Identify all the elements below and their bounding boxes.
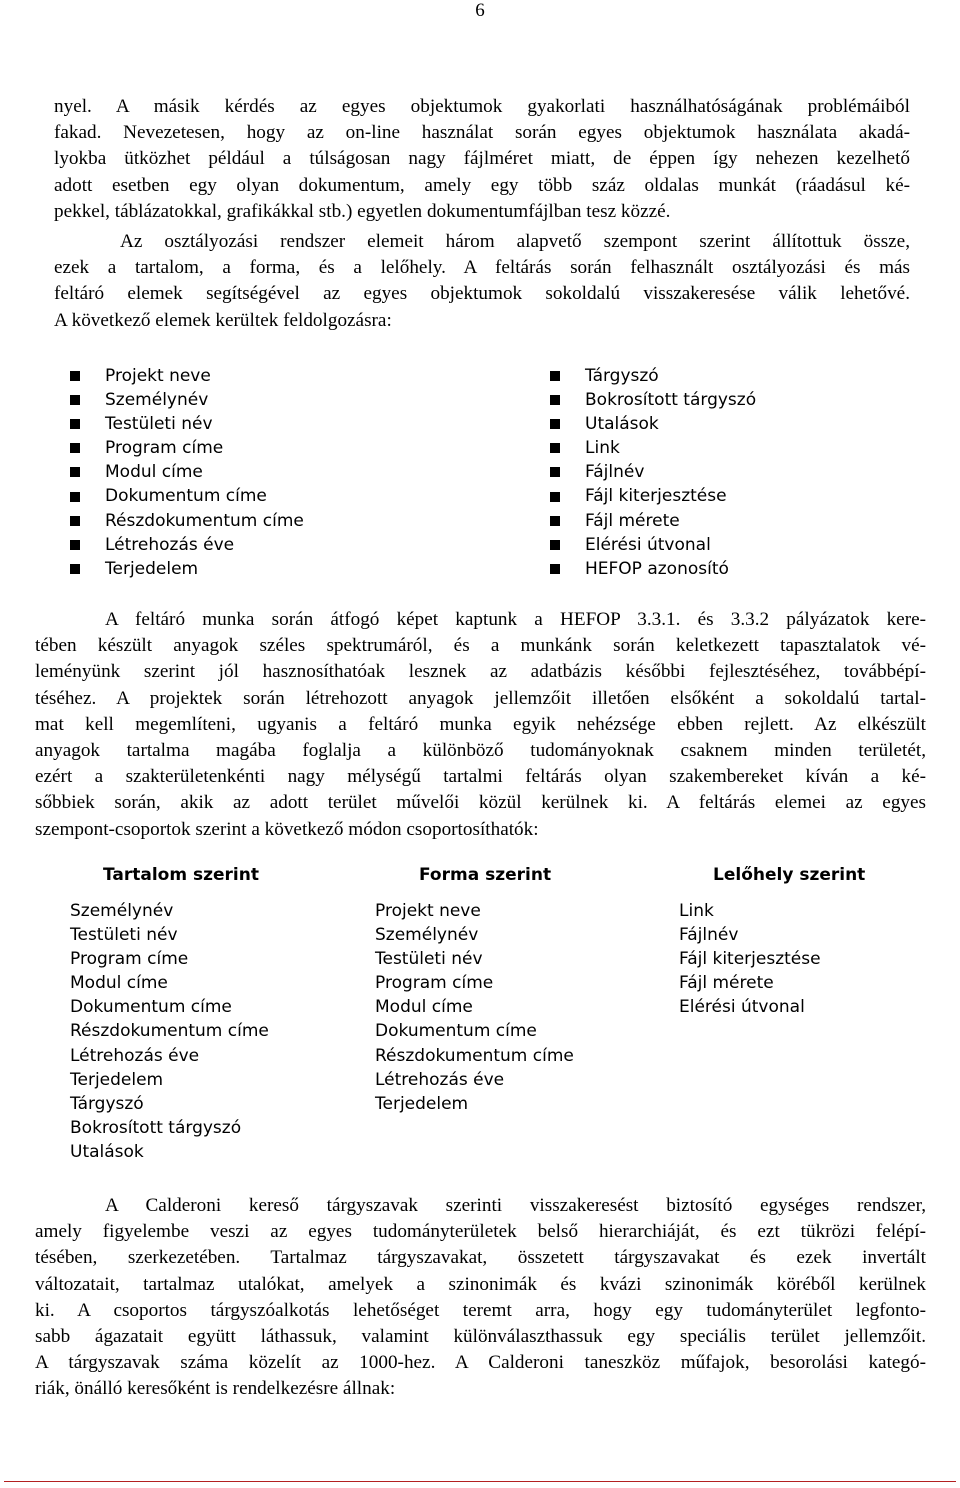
list-item: Modul címe — [70, 973, 168, 994]
square-bullet-icon — [550, 395, 560, 405]
square-bullet-icon — [70, 540, 80, 550]
list-item — [550, 484, 756, 508]
paragraph-line: pekkel, táblázatokkal, grafikákkal stb.) egyetlen dokumentumfájlban tesz közzé. — [54, 200, 671, 222]
list-item: Projekt neve — [375, 901, 481, 921]
list-item — [70, 436, 304, 460]
square-bullet-icon — [70, 564, 80, 574]
list-item-label: Link — [585, 438, 620, 459]
paragraph-line: A következő elemek kerültek feldolgozásra: — [54, 309, 392, 331]
list-item: Fájlnév — [679, 925, 739, 946]
list-item: Létrehozás éve — [375, 1069, 505, 1090]
list-item-label: Dokumentum címe — [105, 486, 267, 507]
list-item: Részdokumentum címe — [70, 1021, 269, 1042]
list-item: Fájl mérete — [679, 973, 774, 994]
paragraph-line: ki. A csoportos tárgyszóalkotás lehetőséget teremt arra, hogy egy tudományterület legfonto- — [35, 1299, 926, 1321]
square-bullet-icon — [550, 419, 560, 429]
list-item: Testületi név — [70, 925, 178, 946]
list-item: Terjedelem — [70, 1069, 164, 1090]
list-item-label: HEFOP azonosító — [585, 558, 729, 579]
paragraph-line: adott esetben egy olyan dokumentum, amely egy több száz oldalas munkát (ráadásul ké- — [54, 174, 910, 196]
list-item — [550, 460, 756, 484]
list-item: Létrehozás éve — [70, 1045, 200, 1066]
column-title-content: Tartalom szerint — [103, 865, 259, 885]
column-list-location — [679, 899, 821, 1019]
list-item-label: Fájl mérete — [585, 510, 680, 531]
paragraph-line: szempont-csoportok szerint a következő módon csoportosíthatók: — [35, 818, 539, 840]
list-item — [550, 509, 756, 533]
paragraph-line: sőbbiek során, akik az adott terület művelői közül kerülnek ki. A feltárás elemei az egyes — [35, 792, 926, 814]
paragraph-line: Az osztályozási rendszer elemeit három alapvető szempont szerint állítottuk össze, — [120, 231, 910, 252]
paragraph-line: leményünk szerint jól hasznosíthatóak lesznek az adatbázis későbbi fejlesztéséhez, továbbépí- — [35, 661, 926, 683]
list-item: Dokumentum címe — [70, 997, 232, 1018]
paragraph-line: mat kell megemlíteni, ugyanis a feltáró munka egyik nehézsége ebben rejlett. Az elkészült — [35, 713, 926, 735]
list-item: Program címe — [70, 949, 189, 970]
square-bullet-icon — [550, 516, 560, 526]
list-item — [70, 484, 304, 508]
square-bullet-icon — [550, 564, 560, 574]
list-item — [550, 436, 756, 460]
paragraph-line: téséhez. A projektek során létrehozott anyagok jellemzőit illetően elsőként a sokoldalú tartal- — [35, 687, 926, 709]
column-title-form: Forma szerint — [419, 865, 552, 885]
paragraph-line: sabb ágazatait együtt láthassuk, valamint különválaszthassuk egy speciális terület jellemzőit. — [35, 1326, 926, 1348]
list-item — [70, 412, 304, 436]
footer-rule — [4, 1481, 956, 1482]
calderoni-paragraph — [35, 1193, 926, 1403]
paragraph-line: feltáró elemek segítségével az egyes objektumok sokoldalú visszakeresése válik lehetővé. — [54, 283, 910, 305]
list-item: Bokrosított tárgyszó — [70, 1117, 242, 1138]
overview-paragraph — [35, 607, 926, 843]
paragraph-line: riák, önálló keresőként is rendelkezésre állnak: — [35, 1378, 396, 1400]
list-item-label: Program címe — [105, 438, 224, 459]
paragraph-line: A Calderoni kereső tárgyszavak szerinti visszakeresést biztosító egységes rendszer, — [105, 1195, 926, 1216]
list-item-label: Projekt neve — [105, 366, 211, 386]
list-item-label: Fájl kiterjesztése — [585, 486, 727, 507]
list-item: Személynév — [375, 925, 479, 946]
list-item — [70, 509, 304, 533]
list-item-label: Fájlnév — [585, 462, 645, 483]
paragraph-line: A tárgyszavak száma közelít az 1000-hez. A Calderoni taneszköz műfajok, besorolási kategó- — [35, 1352, 926, 1374]
list-item-label: Létrehozás éve — [105, 534, 235, 555]
square-bullet-icon — [550, 540, 560, 550]
list-item — [550, 533, 756, 557]
list-item: Tárgyszó — [70, 1093, 144, 1114]
list-item — [70, 460, 304, 484]
square-bullet-icon — [70, 443, 80, 453]
list-item: Program címe — [375, 973, 494, 994]
bullet-list-left — [70, 364, 304, 581]
paragraph-line: nyel. A másik kérdés az egyes objektumok gyakorlati használhatóságának problémáiból — [54, 96, 910, 117]
square-bullet-icon — [70, 516, 80, 526]
intro-paragraph — [54, 94, 910, 225]
square-bullet-icon — [550, 492, 560, 502]
paragraph-line: fakad. Nevezetesen, hogy az on-line használat során egyes objektumok használata akadá- — [54, 122, 910, 144]
square-bullet-icon — [70, 467, 80, 477]
list-item-label: Tárgyszó — [585, 366, 659, 386]
square-bullet-icon — [70, 492, 80, 502]
column-list-content — [70, 899, 269, 1164]
list-item: Személynév — [70, 901, 174, 921]
list-item: Részdokumentum címe — [375, 1045, 574, 1066]
square-bullet-icon — [550, 443, 560, 453]
list-item-label: Személynév — [105, 390, 209, 411]
list-item: Modul címe — [375, 997, 473, 1018]
list-item: Elérési útvonal — [679, 997, 805, 1018]
paragraph-line: változatait, tartalmaz utalókat, amelyek a szinonimák és kvázi szinonimák köréből kerülnek — [35, 1273, 926, 1295]
paragraph-line: ezért a szakterületenkénti nagy mélységű tartalmi feltárás olyan szakembereket kíván a ké- — [35, 766, 926, 788]
square-bullet-icon — [70, 419, 80, 429]
square-bullet-icon — [550, 371, 560, 381]
column-title-location: Lelőhely szerint — [713, 865, 866, 885]
paragraph-line: A feltáró munka során átfogó képet kaptunk a HEFOP 3.3.1. és 3.3.2 pályázatok kere- — [105, 609, 926, 630]
list-item — [70, 388, 304, 412]
list-item-label: Részdokumentum címe — [105, 510, 304, 531]
paragraph-line: tében készült anyagok széles spektrumáról, és a munkánk során keletkezett tapasztalatok vé- — [35, 635, 926, 657]
list-item-label: Testületi név — [105, 414, 213, 435]
list-item-label: Utalások — [585, 414, 659, 435]
list-item — [70, 533, 304, 557]
paragraph-line: lyokba ütközhet például a túlságosan nagy fájlméret miatt, de éppen így nehezen kezelhető — [54, 148, 910, 170]
list-item — [70, 557, 304, 581]
column-list-form — [375, 899, 574, 1116]
list-item: Utalások — [70, 1141, 144, 1162]
list-item — [550, 412, 756, 436]
list-item-label: Elérési útvonal — [585, 534, 711, 555]
classification-paragraph — [54, 229, 910, 334]
list-item — [550, 364, 756, 388]
paragraph-line: anyagok tartalma magába foglalja a különböző tudományoknak csaknem minden területét, — [35, 740, 926, 762]
list-item — [550, 557, 756, 581]
list-item — [550, 388, 756, 412]
paragraph-line: tésében, szerkezetében. Tartalmaz tárgyszavakat, összetett tárgyszavakat és ezek invertált — [35, 1247, 926, 1269]
list-item — [70, 364, 304, 388]
square-bullet-icon — [550, 467, 560, 477]
paragraph-line: amely figyelembe veszi az egyes tudományterületek belső hierarchiáját, és ezt tükrözi felépí- — [35, 1221, 926, 1243]
list-item: Testületi név — [375, 949, 483, 970]
list-item: Dokumentum címe — [375, 1021, 537, 1042]
list-item-label: Bokrosított tárgyszó — [585, 390, 757, 411]
list-item-label: Modul címe — [105, 462, 203, 483]
list-item: Link — [679, 901, 714, 921]
page-number: 6 — [475, 0, 485, 21]
list-item: Fájl kiterjesztése — [679, 949, 821, 970]
square-bullet-icon — [70, 371, 80, 381]
list-item-label: Terjedelem — [105, 558, 199, 579]
paragraph-line: ezek a tartalom, a forma, és a lelőhely. A feltárás során felhasznált osztályozási és más — [54, 257, 910, 279]
square-bullet-icon — [70, 395, 80, 405]
list-item: Terjedelem — [375, 1093, 469, 1114]
bullet-list-right — [550, 364, 756, 581]
